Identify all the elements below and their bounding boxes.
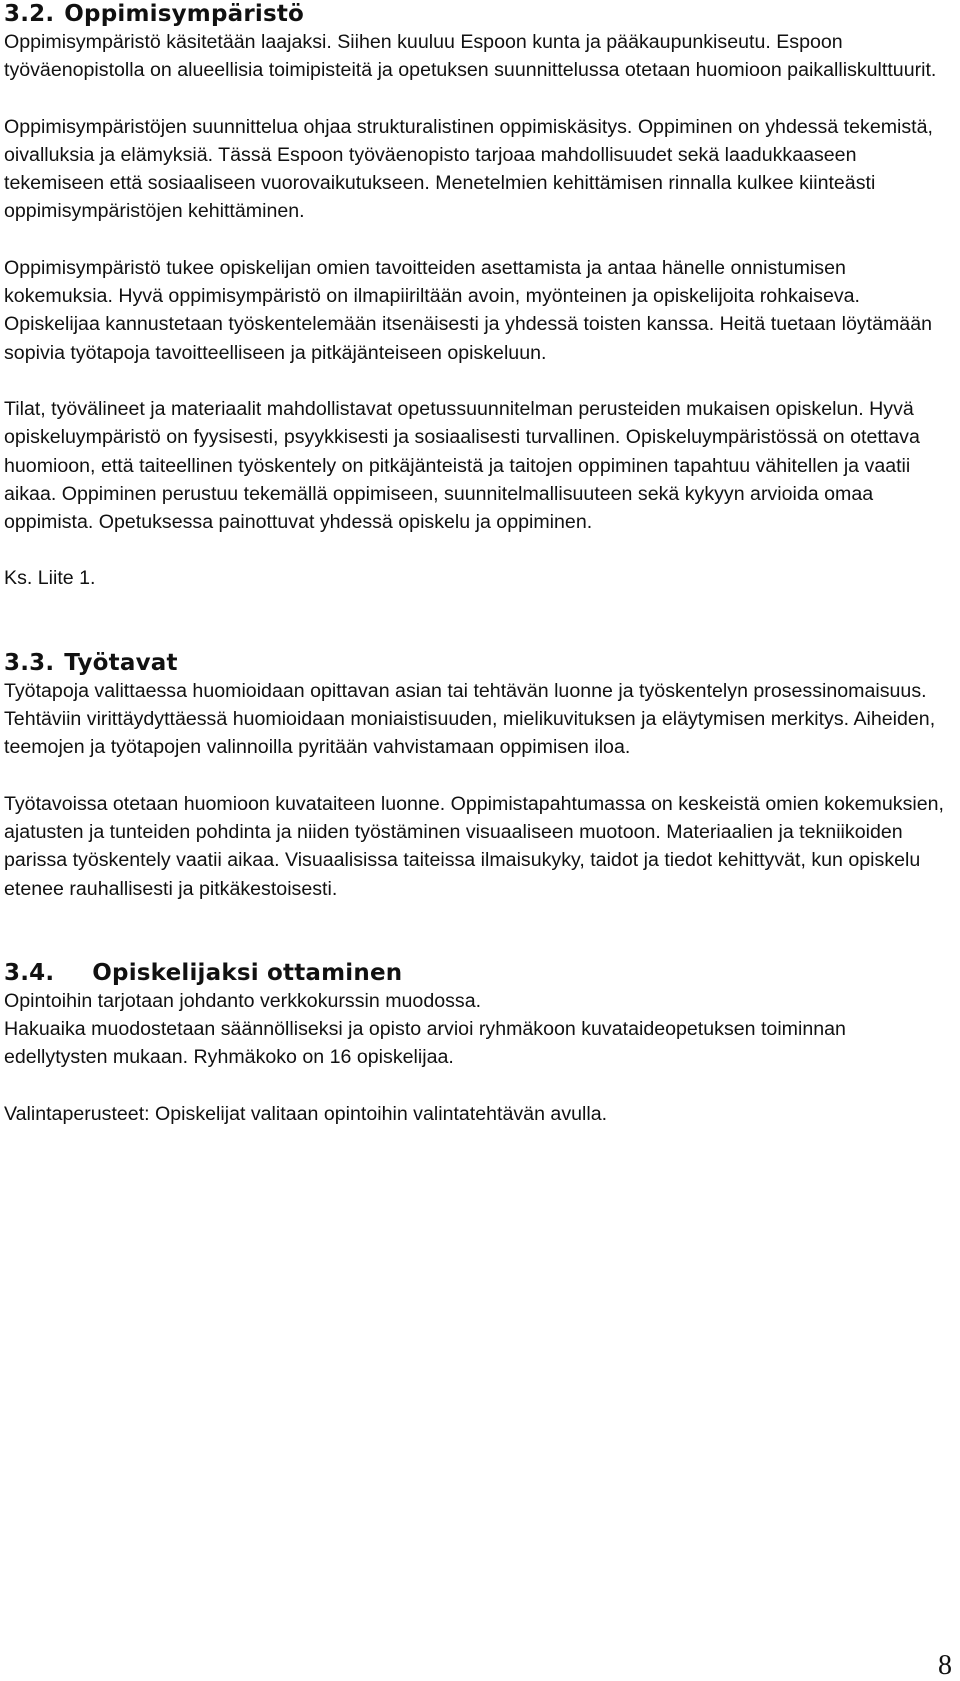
section-title: Opiskelijaksi ottaminen [92, 959, 403, 986]
section-heading-3-3 [4, 649, 944, 677]
paragraph: Opintoihin tarjotaan johdanto verkkokurssin muodossa. [4, 989, 482, 1012]
section-title: Oppimisympäristö [64, 1, 305, 27]
paragraph: Oppimisympäristö tukee opiskelijan omien tavoitteiden asettamista ja antaa hänelle onnistumisen kokemuksia. Hyvä oppimisympäristö on ilmapiiriltään avoin, myönteinen ja opiskelijoita rohkaiseva. Opiskelijaa kannustetaan työskentelemään itsenäisesti ja yhdessä toisten kanssa. Heitä tuetaan löytämään sopivia työtapoja tavoitteelliseen ja pitkäjänteiseen opiskeluun. [4, 256, 932, 364]
page-number: 8 [938, 1650, 952, 1681]
paragraph: Oppimisympäristö käsitetään laajaksi. Siihen kuuluu Espoon kunta ja pääkaupunkiseutu. Espoon työväenopistolla on alueellisia toimipisteitä ja opetuksen suunnittelussa otetaan huomioon paikalliskulttuurit. [4, 31, 937, 82]
paragraph: Tilat, työvälineet ja materiaalit mahdollistavat opetussuunnitelman perusteiden mukaisen opiskelun. Hyvä opiskeluympäristö on fyysisesti, psyykkisesti ja sosiaalisesti turvallinen. Opiskeluympäristössä on otettava huomioon, että taiteellinen työskentely on pitkäjänteistä ja taitojen oppiminen tapahtuu vähitellen ja vaatii aikaa. Oppiminen perustuu tekemällä oppimiseen, suunnitelmallisuuteen sekä kykyyn arvioida omaa oppimista. Opetuksessa painottuvat yhdessä opiskelu ja oppiminen. [4, 397, 920, 534]
section-number: 3.4. [4, 959, 55, 986]
section-number: 3.2. [4, 1, 55, 27]
appendix-reference: Ks. Liite 1. [4, 567, 96, 590]
paragraph: Oppimisympäristöjen suunnittelua ohjaa strukturalistinen oppimiskäsitys. Oppiminen on yhdessä tekemistä, oivalluksia ja elämyksiä. Tässä Espoon työväenopisto tarjoaa mahdollisuudet sekä laadukkaaseen tekemiseen että sosiaaliseen vuorovaikutukseen. Menetelmien kehittämisen rinnalla kulkee kiinteästi oppimisympäristöjen kehittäminen. [4, 115, 933, 223]
section-heading-3-2 [4, 0, 944, 28]
paragraph: Työtavoissa otetaan huomioon kuvataiteen luonne. Oppimistapahtumassa on keskeistä omien kokemuksien, ajatusten ja tunteiden pohdinta ja niiden työstäminen visuaaliseen muotoon. Materiaalien ja tekniikoiden parissa työskentely vaatii aikaa. Visuaalisissa taiteissa ilmaisukyky, taidot ja tiedot kehittyvät, kun opiskelu etenee rauhallisesti ja pitkäkestoisesti. [4, 792, 944, 900]
paragraph: Työtapoja valittaessa huomioidaan opittavan asian tai tehtävän luonne ja työskentelyn prosessinomaisuus. Tehtäviin virittäydyttäessä huomioidaan moniaistisuuden, mielikuvituksen ja eläytymisen merkitys. Aiheiden, teemojen ja työtapojen valinnoilla pyritään vahvistamaan oppimisen iloa. [4, 679, 936, 759]
section-title: Työtavat [64, 649, 178, 676]
section-heading-3-4 [4, 959, 944, 987]
section-number: 3.3. [4, 649, 55, 676]
document-page [4, 0, 944, 1128]
paragraph: Valintaperusteet: Opiskelijat valitaan opintoihin valintatehtävän avulla. [4, 1102, 608, 1125]
paragraph: Hakuaika muodostetaan säännölliseksi ja opisto arvioi ryhmäkoon kuvataideopetuksen toiminnan edellytysten mukaan. Ryhmäkoko on 16 opiskelijaa. [4, 1018, 846, 1069]
